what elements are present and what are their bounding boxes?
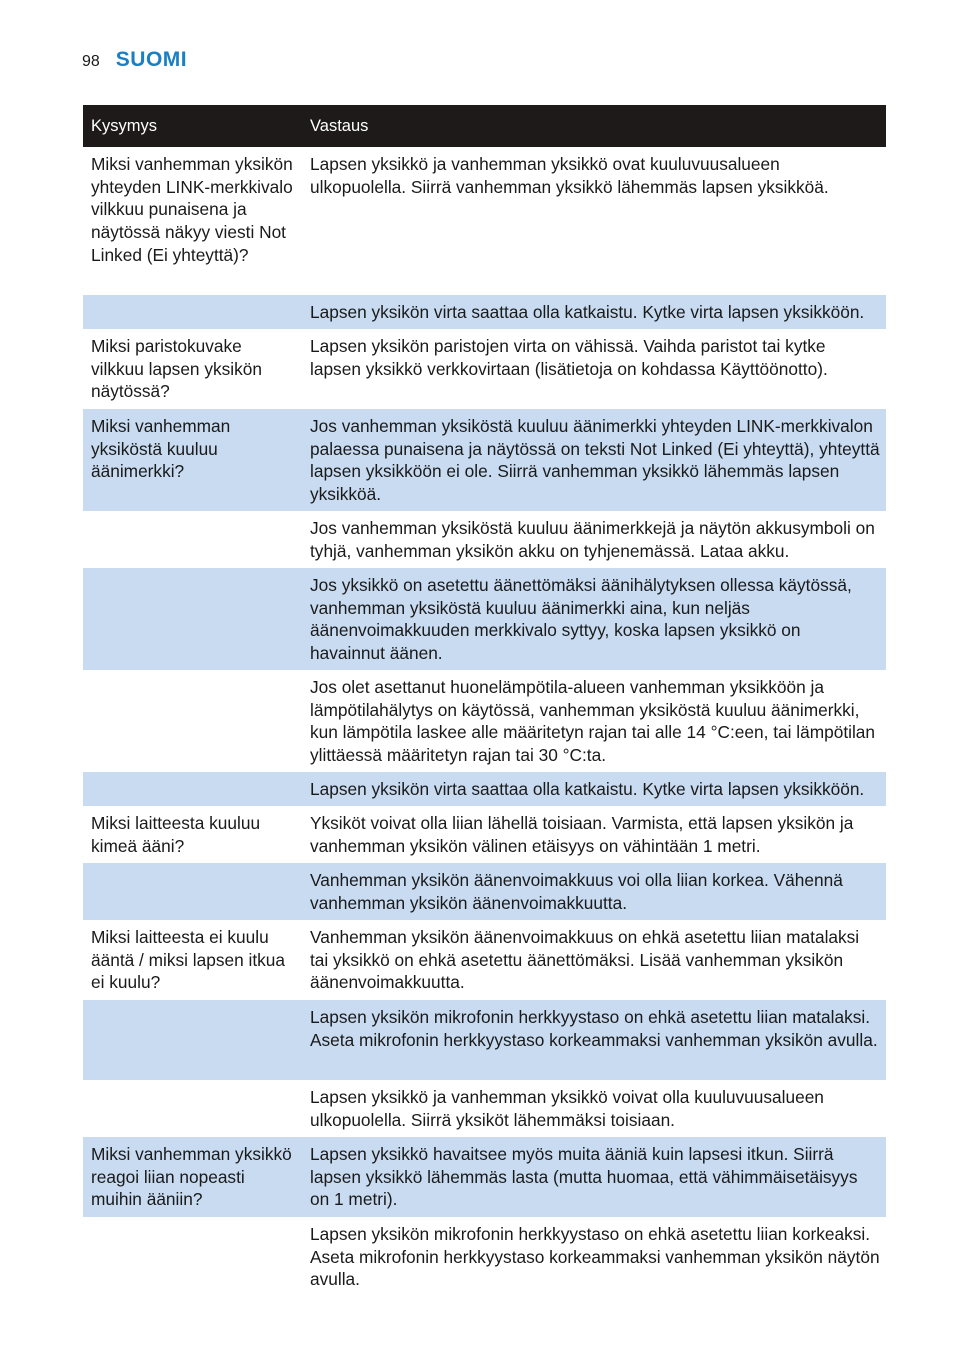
question-cell	[83, 863, 302, 920]
page-number: 98	[82, 53, 100, 70]
answer-cell: Lapsen yksikkö havaitsee myös muita ääniä kuin lapsesi itkun. Siirrä lapsen yksikkö lähemmäs lasta (mutta huomaa, että vähimmäisetäisyys on 1 metri).	[310, 1144, 858, 1210]
page-header	[82, 48, 187, 74]
question-cell	[83, 772, 302, 806]
table-header-row	[83, 105, 886, 147]
table-body	[83, 147, 886, 1297]
question-cell	[83, 568, 302, 670]
table-row	[83, 806, 886, 863]
table-row	[83, 409, 886, 511]
question-cell	[83, 1080, 302, 1137]
answer-cell: Jos olet asettanut huonelämpötila-alueen vanhemman yksikköön ja lämpötilahälytys on käytössä, vanhemman yksiköstä kuuluu äänimerkki, kun lämpötila laskee alle määritetyn rajan tai alle 14 °C:een, tai lämpötilan ylittäessä määritetyn rajan tai 30 °C:ta.	[310, 677, 876, 766]
answer-cell: Yksiköt voivat olla liian lähellä toisiaan. Varmista, että lapsen yksikön ja vanhemman yksikön välinen etäisyys on vähintään 1 metri.	[310, 813, 854, 856]
question-cell	[83, 1217, 302, 1297]
question-cell: Miksi vanhemman yksikön yhteyden LINK-merkkivalo vilkkuu punaisena ja näytössä näkyy viesti Not Linked (Ei yhteyttä)?	[91, 154, 293, 265]
table-row	[83, 147, 886, 295]
question-cell: Miksi vanhemman yksikkö reagoi liian nopeasti muihin ääniin?	[91, 1144, 292, 1210]
answer-cell: Vanhemman yksikön äänenvoimakkuus voi olla liian korkea. Vähennä vanhemman yksikön äänenvoimakkuutta.	[310, 870, 843, 913]
answer-cell: Lapsen yksikkö ja vanhemman yksikkö ovat kuuluvuusalueen ulkopuolella. Siirrä vanhemman yksikkö lähemmäs lapsen yksikköä.	[310, 154, 829, 197]
answer-cell: Vanhemman yksikön äänenvoimakkuus on ehkä asetettu liian matalaksi tai yksikkö on ehkä asetettu äänettömäksi. Lisää vanhemman yksikön äänenvoimakkuutta.	[310, 927, 860, 993]
table-row	[83, 863, 886, 920]
table-row	[83, 329, 886, 409]
table-row	[83, 511, 886, 568]
table-row	[83, 1080, 886, 1137]
answer-cell: Lapsen yksikön mikrofonin herkkyystaso on ehkä asetettu liian matalaksi. Aseta mikrofonin herkkyystaso korkeammaksi vanhemman yksikön avulla.	[310, 1007, 878, 1050]
section-language-title: SUOMI	[115, 48, 188, 71]
column-header-question: Kysymys	[91, 116, 157, 135]
table-row	[83, 1000, 886, 1080]
answer-cell: Lapsen yksikön virta saattaa olla katkaistu. Kytke virta lapsen yksikköön.	[310, 302, 865, 322]
answer-cell: Lapsen yksikkö ja vanhemman yksikkö voivat olla kuuluvuusalueen ulkopuolella. Siirrä yksiköt lähemmäksi toisiaan.	[310, 1087, 824, 1130]
question-cell	[83, 1000, 302, 1080]
faq-table	[83, 105, 886, 1297]
answer-cell: Jos yksikkö on asetettu äänettömäksi äänihälytyksen ollessa käytössä, vanhemman yksiköstä kuuluu äänimerkki aina, kun neljäs äänenvoimakkuuden merkkivalo syttyy, koska lapsen yksikkö on havainnut äänen.	[310, 575, 852, 664]
question-cell	[83, 295, 302, 329]
table-row	[83, 1137, 886, 1217]
answer-cell: Lapsen yksikön mikrofonin herkkyystaso on ehkä asetettu liian korkeaksi. Aseta mikrofonin herkkyystaso korkeammaksi vanhemman yksikön näytön avulla.	[310, 1224, 880, 1290]
question-cell	[83, 511, 302, 568]
column-header-answer: Vastaus	[310, 116, 369, 135]
answer-cell: Lapsen yksikön virta saattaa olla katkaistu. Kytke virta lapsen yksikköön.	[310, 779, 865, 799]
table-row	[83, 1217, 886, 1297]
question-cell: Miksi paristokuvake vilkkuu lapsen yksikön näytössä?	[91, 336, 262, 402]
table-row	[83, 920, 886, 1000]
table-row	[83, 772, 886, 806]
table-row	[83, 295, 886, 329]
question-cell: Miksi laitteesta kuuluu kimeä ääni?	[91, 813, 261, 856]
question-cell: Miksi vanhemman yksiköstä kuuluu äänimerkki?	[91, 416, 231, 482]
answer-cell: Jos vanhemman yksiköstä kuuluu äänimerkkejä ja näytön akkusymboli on tyhjä, vanhemman yksikön akku on tyhjenemässä. Lataa akku.	[310, 518, 875, 561]
question-cell	[83, 670, 302, 772]
table-row	[83, 670, 886, 772]
question-cell: Miksi laitteesta ei kuulu ääntä / miksi lapsen itkua ei kuulu?	[91, 927, 286, 993]
table-row	[83, 568, 886, 670]
answer-cell: Jos vanhemman yksiköstä kuuluu äänimerkki yhteyden LINK-merkkivalon palaessa punaisena ja näytössä on teksti Not Linked (Ei yhteyttä), yhteyttä lapsen yksikköön ei ole. Siirrä vanhemman yksikkö lähemmäs lapsen yksikköä.	[310, 416, 880, 505]
answer-cell: Lapsen yksikön paristojen virta on vähissä. Vaihda paristot tai kytke lapsen yksikkö verkkovirtaan (lisätietoja on kohdassa Käyttöönotto).	[310, 336, 828, 379]
